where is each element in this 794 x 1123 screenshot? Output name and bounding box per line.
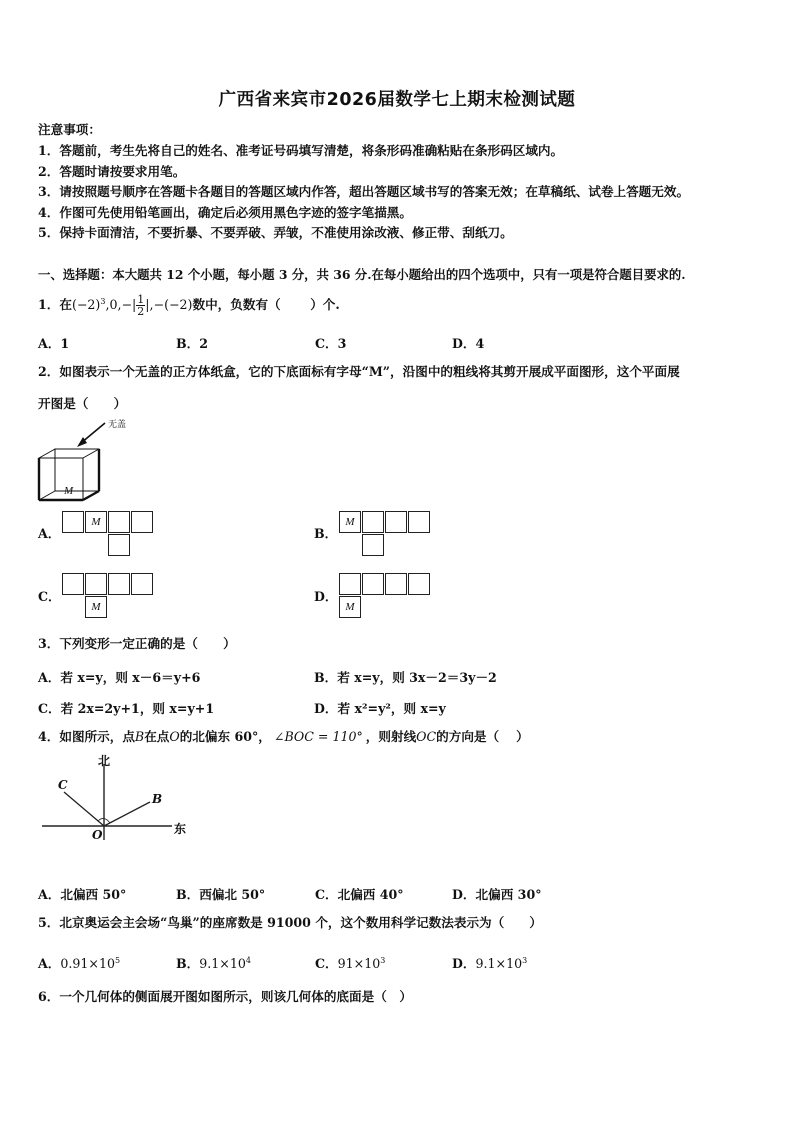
question-1-stem: 1．在$(-2)^3,0,-|$ $\frac{1}{2}$ |,−(−2)数中，负数有（ ）个. bbox=[38, 293, 340, 319]
cube-label-no-lid: 无盖 bbox=[108, 420, 127, 430]
q4-option-d[interactable]: D．北偏西 30° bbox=[452, 887, 542, 902]
q4-option-b[interactable]: B．西偏北 50° bbox=[176, 887, 266, 902]
question-2-stem: 2．如图表示一个无盖的正方体纸盒，它的下底面标有字母“M”，沿图中的粗线将其剪开展成平面图形，这个平面展 bbox=[38, 364, 680, 379]
question-6-stem: 6．一个几何体的侧面展开图如图所示，则该几何体的底面是（ ） bbox=[38, 989, 412, 1004]
cube-letter-m: M bbox=[64, 485, 74, 497]
q5-option-a[interactable]: A．$0.91\times 10^5$ bbox=[38, 955, 121, 971]
q2-option-c[interactable]: C． bbox=[38, 589, 61, 604]
q1-option-d[interactable]: D．4 bbox=[452, 336, 485, 351]
question-3-stem: 3．下列变形一定正确的是（ ） bbox=[38, 636, 236, 651]
figure-east-label: 东 bbox=[174, 822, 187, 836]
notice-item: 5．保持卡面清洁，不要折暴、不要弄破、弄皱，不准使用涂改液、修正带、刮纸刀。 bbox=[38, 225, 513, 240]
figure-point-o: O bbox=[92, 828, 103, 842]
question-2-stem-cont: 开图是（ ） bbox=[38, 396, 127, 411]
q2-option-a[interactable]: A． bbox=[38, 526, 61, 541]
question-4-stem: 4．如图所示，点B在点O的北偏东 60°， ∠BOC = 110° ，则射线OC的方向是（ ） bbox=[38, 729, 529, 744]
q3-option-c[interactable]: C．若 2x=2y+1，则 x=y+1 bbox=[38, 701, 215, 716]
q3-option-a[interactable]: A．若 x=y，则 x－6＝y+6 bbox=[38, 670, 201, 685]
notice-item: 1．答题前，考生先将自己的姓名、准考证号码填写清楚，将条形码准确粘贴在条形码区域内。 bbox=[38, 143, 564, 158]
net-a-m-cell: M bbox=[85, 511, 107, 533]
q3-option-d[interactable]: D．若 x²=y²，则 x=y bbox=[314, 701, 446, 716]
net-d-m-cell: M bbox=[339, 596, 361, 618]
q1-option-c[interactable]: C．3 bbox=[315, 336, 347, 351]
q5-option-d[interactable]: D．$9.1\times 10^3$ bbox=[452, 955, 528, 971]
notice-item: 4．作图可先使用铅笔画出，确定后必须用黑色字迹的签字笔描黑。 bbox=[38, 205, 412, 220]
notice-item: 2．答题时请按要求用笔。 bbox=[38, 164, 186, 179]
q4-option-c[interactable]: C．北偏西 40° bbox=[315, 887, 404, 902]
page-title: 广西省来宾市2026届数学七上期末检测试题 bbox=[218, 90, 576, 110]
net-c-m-cell: M bbox=[85, 596, 107, 618]
q2-option-d[interactable]: D． bbox=[314, 589, 338, 604]
q5-option-c[interactable]: C．$91\times 10^3$ bbox=[315, 955, 386, 971]
figure-point-b: B bbox=[152, 792, 163, 806]
question-5-stem: 5．北京奥运会主会场“鸟巢”的座席数是 91000 个，这个数用科学记数法表示为（ ） bbox=[38, 915, 543, 930]
figure-point-c: C bbox=[58, 778, 68, 792]
q3-option-b[interactable]: B．若 x=y，则 3x－2＝3y－2 bbox=[314, 670, 497, 685]
cube-box-figure bbox=[36, 415, 146, 505]
q4-option-a[interactable]: A．北偏西 50° bbox=[38, 887, 127, 902]
q2-option-b[interactable]: B． bbox=[314, 526, 338, 541]
notice-heading: 注意事项： bbox=[38, 122, 101, 137]
notice-item: 3．请按照题号顺序在答题卡各题目的答题区域内作答，超出答题区域书写的答案无效；在草稿纸、试卷上答题无效。 bbox=[38, 184, 690, 199]
section-heading: 一、选择题：本大题共 12 个小题，每小题 3 分，共 36 分.在每小题给出的四个选项中，只有一项是符合题目要求的. bbox=[38, 267, 686, 282]
direction-figure bbox=[40, 752, 190, 847]
figure-north-label: 北 bbox=[98, 754, 111, 768]
q1-option-b[interactable]: B．2 bbox=[176, 336, 209, 351]
q1-option-a[interactable]: A．1 bbox=[38, 336, 70, 351]
q5-option-b[interactable]: B．$9.1\times 10^4$ bbox=[176, 955, 251, 971]
net-b-m-cell: M bbox=[339, 511, 361, 533]
